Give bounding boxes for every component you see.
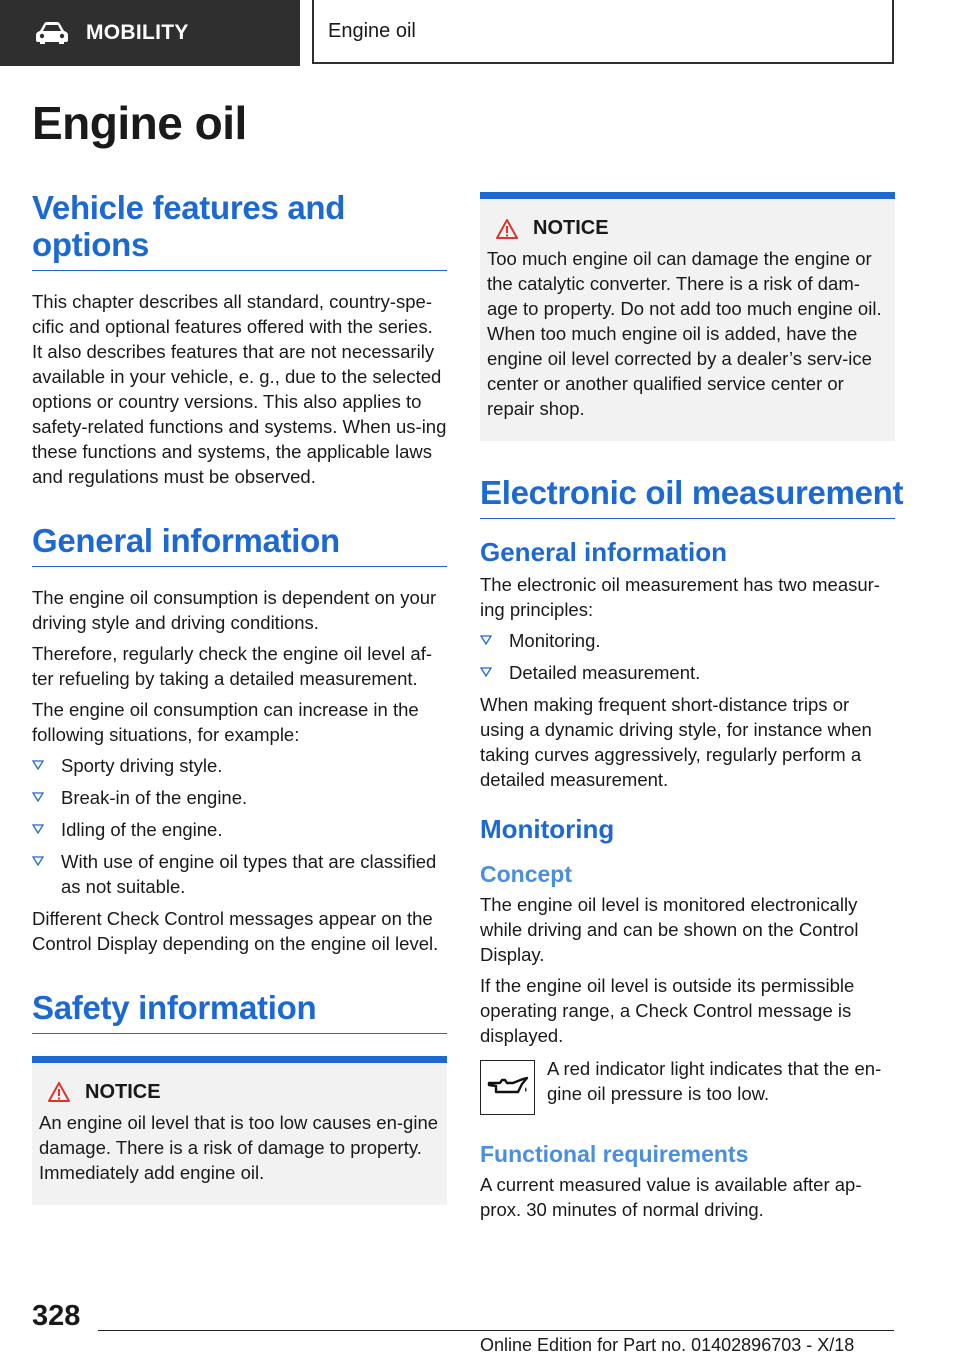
warning-triangle-icon	[47, 1081, 71, 1103]
heading-functional-requirements: Functional requirements	[480, 1140, 749, 1167]
notice-text: Too much engine oil can damage the engine or the catalytic converter. There is a risk of dam‐age to property. Do not add too much engine oil. When too much engine oil is added, have the engine oil level corrected by a dealer’s serv‐ice center or another qualified service center or repair shop.	[487, 248, 882, 419]
consumption-list	[32, 753, 447, 899]
heading-electronic-oil-measurement: Electronic oil measurement	[480, 475, 895, 519]
triangle-bullet-icon	[32, 760, 44, 770]
indicator-box	[480, 1060, 535, 1115]
vehicle-features-text: This chapter describes all standard, country-spe‐cific and optional features offered with the series. It also describes features that are not necessarily available in your vehicle, e. g., due to the selected options or country versions. This also applies to safety-related functions and systems. When us‐ing these functions and systems, the applicable laws and regulations must be observed.	[32, 290, 447, 487]
triangle-bullet-icon	[480, 667, 492, 677]
heading-general-information-sub: General information	[480, 536, 728, 567]
heading-concept: Concept	[480, 860, 572, 887]
triangle-bullet-icon	[32, 856, 44, 866]
triangle-bullet-icon	[32, 792, 44, 802]
oil-can-icon	[486, 1074, 530, 1100]
electronic-after-text: When making frequent short-distance trips or using a dynamic driving style, for instance when taking curves aggressively, regularly perform a detailed measurement.	[480, 693, 872, 790]
electronic-general-text: The electronic oil measurement has two measur‐ing principles:	[480, 573, 880, 620]
notice-header	[487, 217, 887, 240]
notice-label: NOTICE	[533, 217, 609, 239]
indicator-text: A red indicator light indicates that the en‐gine oil pressure is too low.	[547, 1057, 882, 1104]
principles-list	[480, 628, 895, 685]
indicator-row	[480, 1056, 895, 1115]
left-column	[32, 190, 447, 1205]
concept-p2: If the engine oil level is outside its permissible operating range, a Check Control message is displayed.	[480, 974, 855, 1046]
notice-text: An engine oil level that is too low causes en‐gine damage. There is a risk of damage to property. Immediately add engine oil.	[39, 1111, 439, 1183]
footer-edition: Online Edition for Part no. 01402896703 - X/18	[480, 1335, 855, 1355]
notice-header	[39, 1081, 439, 1104]
concept-p1: The engine oil level is monitored electronically while driving and can be shown on the Control Display.	[480, 893, 859, 965]
header-topic-box	[312, 0, 894, 64]
heading-monitoring: Monitoring	[480, 813, 615, 844]
functional-text: A current measured value is available after ap‐prox. 30 minutes of normal driving.	[480, 1173, 862, 1220]
car-icon	[34, 21, 70, 45]
general-info-p3: The engine oil consumption can increase in the following situations, for example:	[32, 698, 419, 745]
warning-triangle-icon	[495, 218, 519, 240]
notice-label: NOTICE	[85, 1080, 161, 1103]
list-item: Break-in of the engine.	[32, 785, 447, 810]
heading-vehicle-features: Vehicle features and options	[32, 190, 447, 271]
list-item: Idling of the engine.	[32, 817, 447, 842]
list-item: Monitoring.	[480, 628, 895, 653]
triangle-bullet-icon	[32, 824, 44, 834]
header-section-tab	[0, 0, 300, 66]
list-item: Detailed measurement.	[480, 660, 895, 685]
notice-box	[32, 1056, 447, 1205]
general-info-p2: Therefore, regularly check the engine oil level af‐ter refueling by taking a detailed measurement.	[32, 642, 433, 689]
header-topic: Engine oil	[328, 19, 416, 42]
header-section-label: MOBILITY	[86, 21, 189, 44]
footer-divider	[98, 1330, 894, 1331]
heading-general-information: General information	[32, 523, 447, 567]
notice-box	[480, 192, 895, 441]
triangle-bullet-icon	[480, 635, 492, 645]
page-number: 328	[32, 1300, 81, 1332]
page-title: Engine oil	[32, 97, 247, 149]
general-info-p4: Different Check Control messages appear on the Control Display depending on the engine oil level.	[32, 907, 439, 954]
right-column	[480, 190, 904, 1228]
list-item: Sporty driving style.	[32, 753, 447, 778]
general-info-p1: The engine oil consumption is dependent on your driving style and driving conditions.	[32, 586, 437, 633]
heading-safety-information: Safety information	[32, 990, 447, 1034]
list-item: With use of engine oil types that are classified as not suitable.	[32, 849, 447, 899]
